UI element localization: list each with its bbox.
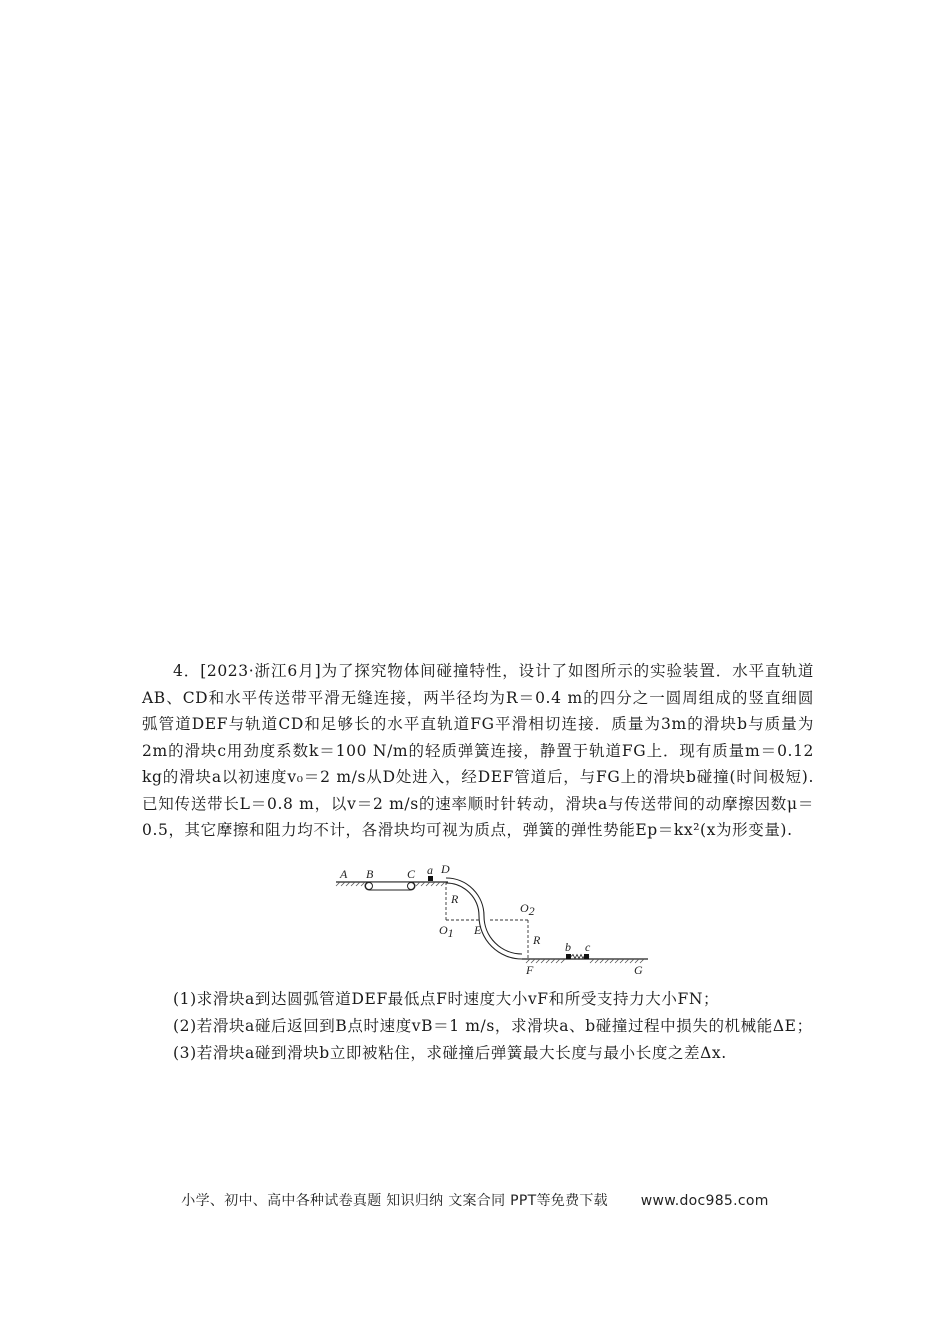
question-3: (3)若滑块a碰到滑块b立即被粘住，求碰撞后弹簧最大长度与最小长度之差Δx.	[173, 1044, 727, 1062]
blocks-bc-spring	[566, 954, 589, 959]
apparatus-diagram	[330, 858, 660, 986]
label-a-point: A	[340, 867, 348, 881]
label-c-point: C	[407, 867, 416, 881]
problem-intro: 4．[2023·浙江6月]为了探究物体间碰撞特性，设计了如图所示的实验装置．水平直轨道AB、CD和水平传送带平滑无缝连接，两半径均为R＝0.4 m的四分之一圆周组成的竖直细圆弧管道DEF与轨道CD和足够长的水平直轨道FG平滑相切连接．质量为3m的滑块b与质量为2m的滑块c用劲度系数k＝100 N/m的轻质弹簧连接，静置于轨道FG上．现有质量m＝0.12 kg的滑块a以初速度v₀＝2 m/s从D处进入，经DEF管道后，与FG上的滑块b碰撞(时间极短).已知传送带长L＝0.8 m，以v＝2 m/s的速率顺时针转动，滑块a与传送带间的动摩擦因数μ＝0.5，其它摩擦和阻力均不计，各滑块均可视为质点，弹簧的弹性势能Ep＝kx²(x为形变量).	[142, 662, 814, 839]
label-o1: O1	[439, 923, 454, 940]
label-block-a: a	[427, 863, 433, 877]
label-b-point: B	[366, 867, 374, 881]
label-d-point: D	[441, 862, 450, 876]
label-e-point: E	[474, 923, 482, 937]
footer-url[interactable]: www.doc985.com	[640, 1193, 769, 1209]
label-block-c: c	[585, 940, 591, 954]
block-b	[566, 954, 571, 959]
label-o2: O2	[520, 901, 535, 918]
page-footer	[0, 1190, 950, 1210]
block-c	[584, 954, 589, 959]
question-1: (1)求滑块a到达圆弧管道DEF最低点F时速度大小vF和所受支持力大小FN；	[173, 990, 720, 1008]
label-radius-2: R	[533, 933, 541, 947]
problem-statement	[142, 658, 814, 844]
conveyor-belt	[365, 882, 415, 890]
label-block-b: b	[565, 940, 571, 954]
label-radius-1: R	[451, 892, 459, 906]
label-g-point: G	[634, 963, 643, 977]
arc-tube-def	[446, 878, 522, 959]
question-2: (2)若滑块a碰后返回到B点时速度vB＝1 m/s，求滑块a、b碰撞过程中损失的机械能ΔE；	[173, 1017, 813, 1035]
label-f-point: F	[526, 963, 534, 977]
apparatus-svg	[330, 858, 660, 986]
footer-text: 小学、初中、高中各种试卷真题 知识归纳 文案合同 PPT等免费下载	[181, 1193, 608, 1209]
sub-questions	[142, 986, 814, 1067]
